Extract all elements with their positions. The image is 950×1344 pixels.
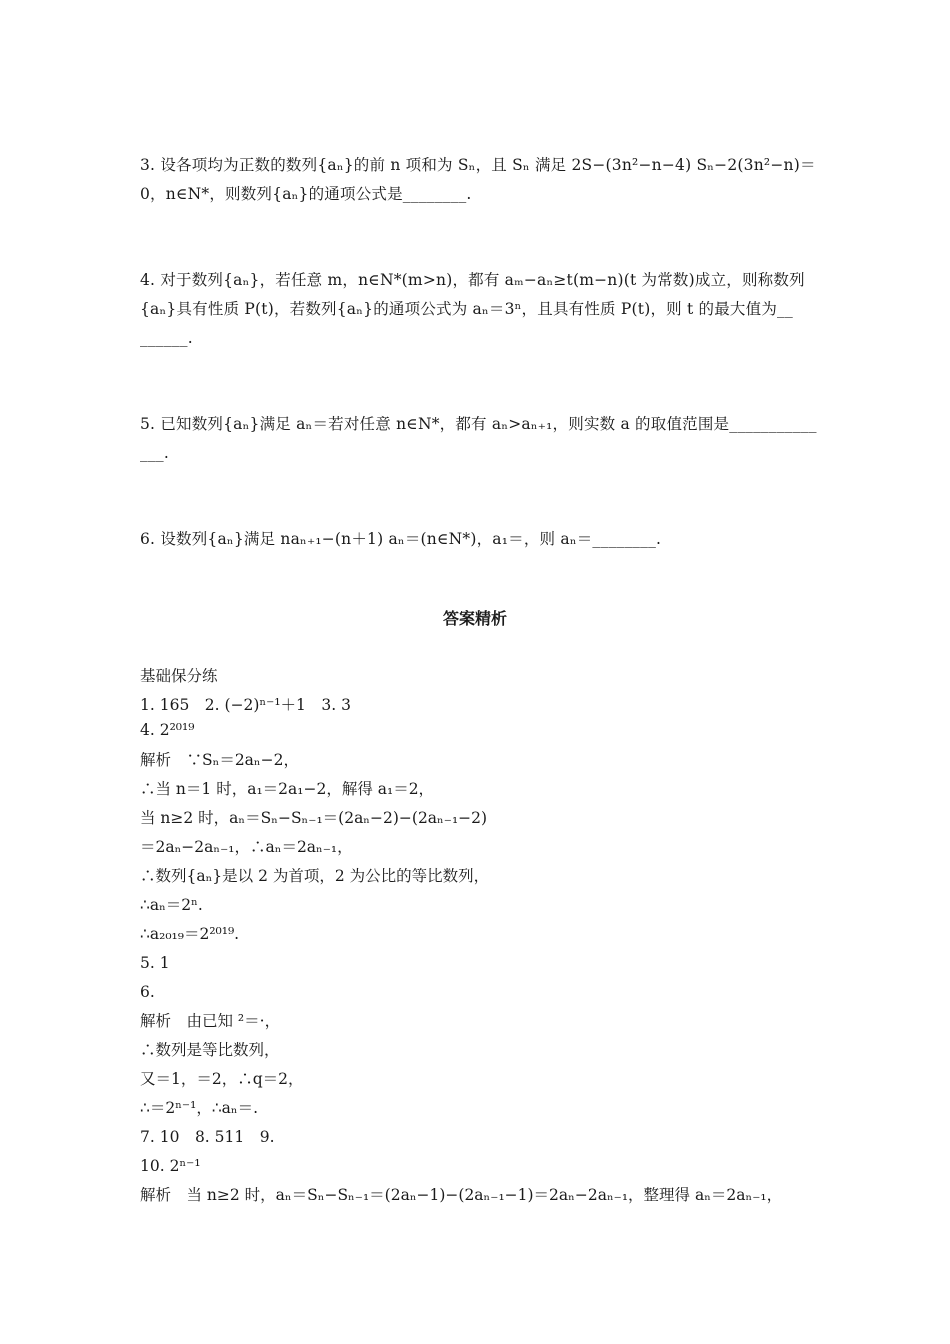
answer-line: ∴数列是等比数列，	[140, 1041, 280, 1059]
answer-line: ∴a₂₀₁₉＝2²⁰¹⁹.	[140, 925, 240, 943]
answer-line: 基础保分练	[140, 667, 218, 685]
answer-line: 又＝1，＝2，∴q＝2，	[140, 1070, 304, 1088]
problem-4-line-3: ______.	[140, 329, 193, 347]
answer-line: 4. 2²⁰¹⁹	[140, 721, 195, 739]
answer-line: ∴＝2ⁿ⁻¹，∴aₙ＝.	[140, 1099, 259, 1117]
answer-line: 解析 当 n≥2 时，aₙ＝Sₙ−Sₙ₋₁＝(2aₙ−1)−(2aₙ₋₁−1)＝2aₙ−2aₙ₋₁，整理得 aₙ＝2aₙ₋₁，	[140, 1186, 783, 1204]
answer-line: 10. 2ⁿ⁻¹	[140, 1157, 201, 1175]
answers-title: 答案精析	[442, 609, 507, 628]
answer-line: ＝2aₙ−2aₙ₋₁，∴aₙ＝2aₙ₋₁，	[140, 838, 353, 856]
answer-line: ∴当 n＝1 时，a₁＝2a₁−2，解得 a₁＝2，	[140, 780, 435, 798]
answer-line: ∴数列{aₙ}是以 2 为首项，2 为公比的等比数列，	[140, 867, 490, 885]
problem-6-line-1: 6. 设数列{aₙ}满足 naₙ₊₁−(n＋1) aₙ＝(n∈N*)，a₁＝，则 aₙ＝________.	[140, 530, 662, 548]
problem-5-line-1: 5. 已知数列{aₙ}满足 aₙ＝若对任意 n∈N*，都有 aₙ>aₙ₊₁，则实数 a 的取值范围是___________	[140, 415, 817, 433]
answer-line: 7. 10 8. 511 9.	[140, 1128, 275, 1146]
problem-4-line-2: {aₙ}具有性质 P(t)，若数列{aₙ}的通项公式为 aₙ＝3ⁿ，且具有性质 P(t)，则 t 的最大值为__	[140, 300, 793, 318]
answer-line: ∴aₙ＝2ⁿ.	[140, 896, 203, 914]
answer-line: 1. 165 2. (−2)ⁿ⁻¹＋1 3. 3	[140, 696, 351, 714]
answer-line: 当 n≥2 时，aₙ＝Sₙ−Sₙ₋₁＝(2aₙ−2)−(2aₙ₋₁−2)	[140, 809, 488, 827]
problem-4-line-1: 4. 对于数列{aₙ}，若任意 m，n∈N*(m>n)，都有 aₘ−aₙ≥t(m−n)(t 为常数)成立，则称数列	[140, 271, 805, 289]
problem-3-line-1: 3. 设各项均为正数的数列{aₙ}的前 n 项和为 Sₙ，且 Sₙ 满足 2S−(3n²−n−4) Sₙ−2(3n²−n)＝	[140, 156, 816, 174]
answer-line: 6.	[140, 983, 155, 1001]
answer-line: 解析 由已知 ²＝·，	[140, 1012, 281, 1030]
answer-line: 5. 1	[140, 954, 170, 972]
problem-5-line-2: ___.	[140, 444, 169, 462]
answer-line: 解析 ∵Sₙ＝2aₙ−2，	[140, 751, 299, 769]
problem-3-line-2: 0，n∈N*，则数列{aₙ}的通项公式是________.	[140, 185, 472, 203]
